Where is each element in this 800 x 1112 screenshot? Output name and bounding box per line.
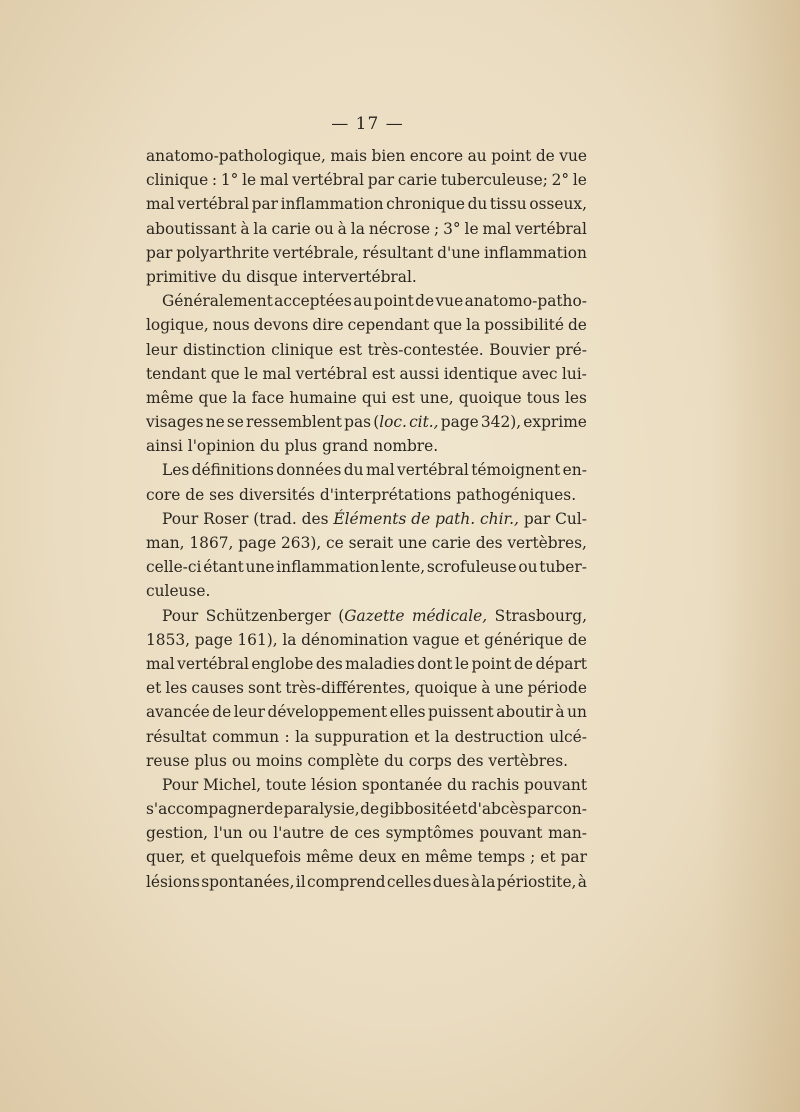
body-text: [146, 144, 587, 894]
text-line: Pour Michel, toute lésion spontanée du rachis pouvant: [162, 775, 587, 794]
text-line: Pour Roser (trad. des Éléments de path. chir., par Cul-: [162, 509, 587, 528]
page-number: — 17 —: [331, 114, 404, 134]
text-line: quer, et quelquefois même deux en même temps ; et par: [146, 848, 587, 867]
text-line: Les définitions données du mal vertébral témoignent en-: [162, 461, 587, 480]
text-line: man, 1867, page 263), ce serait une carie des vertèbres,: [146, 534, 587, 552]
text-line: celle-ci étant une inflammation lente, scrofuleuse ou tuber-: [146, 558, 587, 577]
text-line: s'accompagner de paralysie, de gibbosité et d'abcès par con-: [146, 800, 587, 819]
text-line: visages ne se ressemblent pas (loc. cit., page 342), exprime: [146, 413, 587, 432]
text-line: même que la face humaine qui est une, quoique tous les: [146, 388, 587, 407]
text-line: core de ses diversités d'interprétations pathogéniques.: [146, 485, 577, 504]
text-line: tendant que le mal vertébral est aussi identique avec lui-: [146, 364, 587, 383]
text-line: anatomo-pathologique, mais bien encore au point de vue: [146, 147, 587, 165]
text-line: leur distinction clinique est très-contestée. Bouvier pré-: [146, 340, 587, 359]
text-line: résultat commun : la suppuration et la destruction ulcé-: [146, 727, 587, 746]
text-line: aboutissant à la carie ou à la nécrose ; 3° le mal vertébral: [146, 219, 587, 238]
text-line: clinique : 1° le mal vertébral par carie tuberculeuse; 2° le: [146, 171, 587, 190]
text-line: mal vertébral englobe des maladies dont le point de départ: [146, 654, 587, 673]
text-line: primitive du disque intervertébral.: [146, 267, 417, 286]
text-line: gestion, l'un ou l'autre de ces symptômes pouvant man-: [146, 824, 587, 843]
page-edge-shading: [710, 0, 800, 1112]
text-line: logique, nous devons dire cependant que la possibilité de: [146, 316, 587, 335]
text-line: culeuse.: [146, 582, 211, 601]
text-line: par polyarthrite vertébrale, résultant d'une inflammation: [146, 243, 587, 262]
text-line: mal vertébral par inflammation chronique du tissu osseux,: [146, 195, 587, 214]
text-line: ainsi l'opinion du plus grand nombre.: [146, 437, 439, 456]
text-line: reuse plus ou moins complète du corps des vertèbres.: [146, 751, 568, 770]
text-line: et les causes sont très-différentes, quoique à une période: [146, 679, 587, 698]
text-line: 1853, page 161), la dénomination vague et générique de: [146, 630, 587, 649]
text-line: Pour Schützenberger (Gazette médicale, Strasbourg,: [162, 606, 587, 625]
text-line: lésions spontanées, il comprend celles dues à la périostite, à: [146, 872, 587, 891]
text-line: Généralement acceptées au point de vue anatomo-patho-: [162, 292, 587, 311]
text-line: avancée de leur développement elles puissent aboutir à un: [146, 703, 587, 722]
